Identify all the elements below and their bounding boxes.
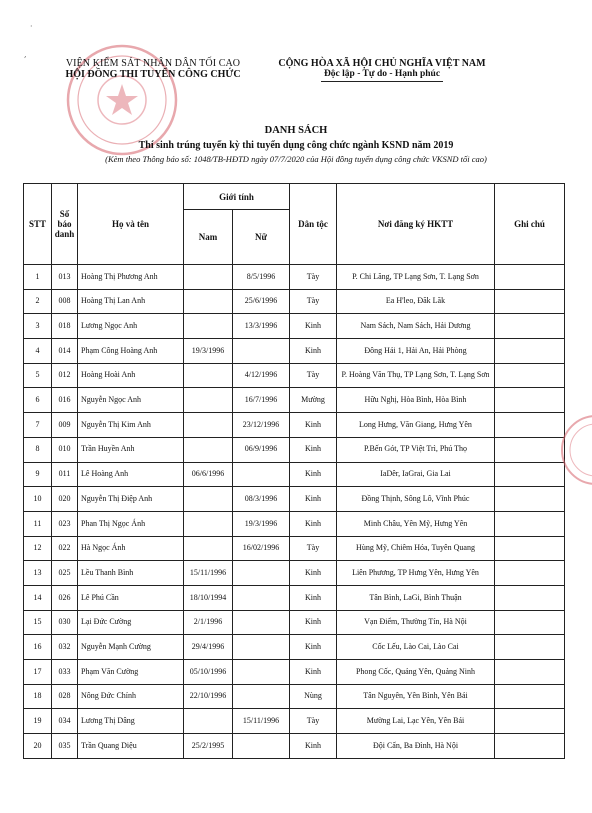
cell-name: Hoàng Thị Phương Anh bbox=[78, 265, 184, 290]
cell-name: Lương Ngọc Anh bbox=[78, 314, 184, 339]
cell-stt: 10 bbox=[24, 487, 52, 512]
cell-dob-male bbox=[184, 536, 233, 561]
table-row bbox=[24, 511, 565, 536]
cell-ethnic: Kinh bbox=[290, 635, 337, 660]
cell-ethnic: Kinh bbox=[290, 339, 337, 364]
cell-address: Minh Châu, Yên Mỹ, Hưng Yên bbox=[337, 511, 495, 536]
doc-subtitle: Thí sinh trúng tuyển kỳ thi tuyển dụng công chức ngành KSND năm 2019 bbox=[138, 140, 454, 151]
cell-sbd: 034 bbox=[52, 709, 78, 734]
cell-name: Phạm Văn Cường bbox=[78, 660, 184, 685]
cell-stt: 3 bbox=[24, 314, 52, 339]
table-row bbox=[24, 289, 565, 314]
col-header-ethnic: Dân tộc bbox=[290, 184, 337, 265]
cell-name: Lê Hoàng Anh bbox=[78, 462, 184, 487]
cell-address: Vạn Điểm, Thường Tín, Hà Nội bbox=[337, 610, 495, 635]
cell-name: Lều Thanh Bình bbox=[78, 561, 184, 586]
cell-stt: 13 bbox=[24, 561, 52, 586]
cell-ethnic: Kinh bbox=[290, 511, 337, 536]
motto: Độc lập - Tự do - Hạnh phúc bbox=[323, 69, 441, 79]
cell-stt: 2 bbox=[24, 289, 52, 314]
cell-dob-female: 23/12/1996 bbox=[233, 413, 290, 438]
cell-note bbox=[495, 339, 565, 364]
official-seal-edge-icon bbox=[556, 410, 592, 490]
cell-name: Nguyễn Thị Điệp Anh bbox=[78, 487, 184, 512]
cell-dob-female bbox=[233, 339, 290, 364]
cell-dob-female bbox=[233, 585, 290, 610]
cell-name: Lại Đức Cường bbox=[78, 610, 184, 635]
cell-dob-female: 08/3/1996 bbox=[233, 487, 290, 512]
cell-dob-female: 16/02/1996 bbox=[233, 536, 290, 561]
cell-address: Nam Sách, Nam Sách, Hải Dương bbox=[337, 314, 495, 339]
cell-note bbox=[495, 610, 565, 635]
cell-name: Nguyễn Ngọc Anh bbox=[78, 388, 184, 413]
cell-note bbox=[495, 487, 565, 512]
cell-ethnic: Mường bbox=[290, 388, 337, 413]
cell-dob-female bbox=[233, 734, 290, 759]
table-row bbox=[24, 561, 565, 586]
cell-dob-female bbox=[233, 610, 290, 635]
cell-dob-female: 4/12/1996 bbox=[233, 363, 290, 388]
cell-stt: 5 bbox=[24, 363, 52, 388]
cell-note bbox=[495, 660, 565, 685]
cell-dob-male: 2/1/1996 bbox=[184, 610, 233, 635]
cell-dob-male: 18/10/1994 bbox=[184, 585, 233, 610]
cell-address: Ea H'leo, Đăk Lăk bbox=[337, 289, 495, 314]
cell-ethnic: Kinh bbox=[290, 437, 337, 462]
cell-address: Liên Phương, TP Hưng Yên, Hưng Yên bbox=[337, 561, 495, 586]
motto-underline bbox=[321, 81, 443, 82]
cell-dob-male bbox=[184, 289, 233, 314]
cell-ethnic: Tày bbox=[290, 363, 337, 388]
table-row bbox=[24, 265, 565, 290]
cell-stt: 7 bbox=[24, 413, 52, 438]
cell-name: Lê Phú Cần bbox=[78, 585, 184, 610]
cell-ethnic: Kinh bbox=[290, 660, 337, 685]
scan-speck: · bbox=[30, 22, 33, 31]
col-header-male: Nam bbox=[184, 210, 233, 265]
cell-address: Đồng Thịnh, Sông Lô, Vĩnh Phúc bbox=[337, 487, 495, 512]
cell-address: Cốc Lếu, Lào Cai, Lào Cai bbox=[337, 635, 495, 660]
table-row bbox=[24, 339, 565, 364]
cell-ethnic: Kinh bbox=[290, 610, 337, 635]
cell-note bbox=[495, 684, 565, 709]
cell-ethnic: Nùng bbox=[290, 684, 337, 709]
table-row bbox=[24, 660, 565, 685]
cell-note bbox=[495, 289, 565, 314]
cell-note bbox=[495, 734, 565, 759]
cell-stt: 19 bbox=[24, 709, 52, 734]
col-header-female: Nữ bbox=[233, 210, 290, 265]
col-header-address: Nơi đăng ký HKTT bbox=[337, 184, 495, 265]
table-row bbox=[24, 314, 565, 339]
cell-dob-female: 13/3/1996 bbox=[233, 314, 290, 339]
cell-stt: 17 bbox=[24, 660, 52, 685]
agency-header bbox=[58, 58, 248, 80]
cell-address: Tân Bình, LaGi, Bình Thuận bbox=[337, 585, 495, 610]
table-row bbox=[24, 437, 565, 462]
table-row bbox=[24, 487, 565, 512]
table-row bbox=[24, 610, 565, 635]
cell-ethnic: Tày bbox=[290, 289, 337, 314]
cell-dob-female: 15/11/1996 bbox=[233, 709, 290, 734]
cell-sbd: 014 bbox=[52, 339, 78, 364]
table-row bbox=[24, 536, 565, 561]
cell-note bbox=[495, 265, 565, 290]
scan-speck: , bbox=[24, 50, 27, 59]
col-header-note: Ghi chú bbox=[495, 184, 565, 265]
cell-name: Hoàng Hoài Anh bbox=[78, 363, 184, 388]
cell-address: P. Hoàng Văn Thụ, TP Lạng Sơn, T. Lạng Sơn bbox=[337, 363, 495, 388]
doc-title: DANH SÁCH bbox=[264, 125, 328, 136]
cell-sbd: 016 bbox=[52, 388, 78, 413]
cell-dob-male bbox=[184, 413, 233, 438]
cell-stt: 1 bbox=[24, 265, 52, 290]
cell-note bbox=[495, 437, 565, 462]
cell-stt: 15 bbox=[24, 610, 52, 635]
cell-address: Phong Cốc, Quảng Yên, Quảng Ninh bbox=[337, 660, 495, 685]
cell-sbd: 018 bbox=[52, 314, 78, 339]
table-row bbox=[24, 363, 565, 388]
cell-address: P. Chi Lăng, TP Lạng Sơn, T. Lạng Sơn bbox=[337, 265, 495, 290]
cell-sbd: 023 bbox=[52, 511, 78, 536]
cell-sbd: 011 bbox=[52, 462, 78, 487]
cell-ethnic: Kinh bbox=[290, 487, 337, 512]
table-row bbox=[24, 388, 565, 413]
cell-ethnic: Tày bbox=[290, 709, 337, 734]
cell-dob-male bbox=[184, 511, 233, 536]
cell-note bbox=[495, 585, 565, 610]
col-header-sbd: Số báo danh bbox=[52, 184, 78, 265]
col-header-gender: Giới tính bbox=[184, 184, 290, 210]
cell-sbd: 032 bbox=[52, 635, 78, 660]
cell-note bbox=[495, 388, 565, 413]
cell-stt: 4 bbox=[24, 339, 52, 364]
cell-stt: 14 bbox=[24, 585, 52, 610]
cell-sbd: 010 bbox=[52, 437, 78, 462]
table-row bbox=[24, 709, 565, 734]
candidate-table bbox=[23, 183, 565, 759]
cell-name: Phan Thị Ngọc Ánh bbox=[78, 511, 184, 536]
cell-address: Hữu Nghị, Hòa Bình, Hòa Bình bbox=[337, 388, 495, 413]
cell-sbd: 028 bbox=[52, 684, 78, 709]
cell-name: Hoàng Thị Lan Anh bbox=[78, 289, 184, 314]
cell-dob-female bbox=[233, 660, 290, 685]
cell-note bbox=[495, 462, 565, 487]
country-name: CỘNG HÒA XÃ HỘI CHỦ NGHĨA VIỆT NAM bbox=[278, 58, 486, 69]
cell-dob-female: 16/7/1996 bbox=[233, 388, 290, 413]
cell-dob-male bbox=[184, 265, 233, 290]
cell-stt: 12 bbox=[24, 536, 52, 561]
cell-stt: 18 bbox=[24, 684, 52, 709]
cell-address: Đội Cấn, Ba Đình, Hà Nội bbox=[337, 734, 495, 759]
cell-name: Hà Ngọc Ánh bbox=[78, 536, 184, 561]
cell-note bbox=[495, 709, 565, 734]
cell-name: Nông Đức Chính bbox=[78, 684, 184, 709]
cell-dob-female: 06/9/1996 bbox=[233, 437, 290, 462]
cell-name: Trần Huyền Anh bbox=[78, 437, 184, 462]
cell-stt: 20 bbox=[24, 734, 52, 759]
cell-dob-female: 19/3/1996 bbox=[233, 511, 290, 536]
cell-ethnic: Kinh bbox=[290, 413, 337, 438]
cell-dob-male: 29/4/1996 bbox=[184, 635, 233, 660]
cell-stt: 16 bbox=[24, 635, 52, 660]
table-row bbox=[24, 585, 565, 610]
cell-sbd: 008 bbox=[52, 289, 78, 314]
national-motto bbox=[262, 58, 502, 82]
cell-name: Nguyễn Mạnh Cường bbox=[78, 635, 184, 660]
cell-dob-female bbox=[233, 635, 290, 660]
cell-sbd: 026 bbox=[52, 585, 78, 610]
cell-note bbox=[495, 314, 565, 339]
cell-dob-male bbox=[184, 314, 233, 339]
cell-address: Tân Nguyên, Yên Bình, Yên Bái bbox=[337, 684, 495, 709]
cell-sbd: 012 bbox=[52, 363, 78, 388]
cell-dob-male: 06/6/1996 bbox=[184, 462, 233, 487]
cell-address: IaDêr, IaGrai, Gia Lai bbox=[337, 462, 495, 487]
col-header-name: Họ và tên bbox=[78, 184, 184, 265]
cell-ethnic: Kinh bbox=[290, 585, 337, 610]
cell-name: Nguyễn Thị Kim Anh bbox=[78, 413, 184, 438]
agency-name: VIỆN KIỂM SÁT NHÂN DÂN TỐI CAO bbox=[65, 58, 241, 69]
table-row bbox=[24, 684, 565, 709]
cell-dob-male bbox=[184, 363, 233, 388]
cell-name: Phạm Công Hoàng Anh bbox=[78, 339, 184, 364]
cell-stt: 6 bbox=[24, 388, 52, 413]
cell-address: Đông Hải 1, Hải An, Hải Phòng bbox=[337, 339, 495, 364]
cell-note bbox=[495, 511, 565, 536]
cell-sbd: 030 bbox=[52, 610, 78, 635]
cell-stt: 11 bbox=[24, 511, 52, 536]
col-header-stt: STT bbox=[24, 184, 52, 265]
cell-dob-male: 05/10/1996 bbox=[184, 660, 233, 685]
cell-sbd: 009 bbox=[52, 413, 78, 438]
cell-address: Mường Lai, Lạc Yên, Yên Bái bbox=[337, 709, 495, 734]
cell-stt: 9 bbox=[24, 462, 52, 487]
table-row bbox=[24, 734, 565, 759]
cell-stt: 8 bbox=[24, 437, 52, 462]
cell-dob-male: 19/3/1996 bbox=[184, 339, 233, 364]
cell-name: Lương Thị Dâng bbox=[78, 709, 184, 734]
cell-dob-male bbox=[184, 487, 233, 512]
cell-ethnic: Kinh bbox=[290, 734, 337, 759]
cell-dob-female bbox=[233, 561, 290, 586]
table-row bbox=[24, 635, 565, 660]
cell-dob-male: 15/11/1996 bbox=[184, 561, 233, 586]
cell-ethnic: Tày bbox=[290, 536, 337, 561]
cell-address: P.Bến Gót, TP Việt Trì, Phú Thọ bbox=[337, 437, 495, 462]
cell-address: Long Hưng, Văn Giang, Hưng Yên bbox=[337, 413, 495, 438]
cell-note bbox=[495, 536, 565, 561]
cell-sbd: 033 bbox=[52, 660, 78, 685]
cell-ethnic: Kinh bbox=[290, 561, 337, 586]
cell-ethnic: Tày bbox=[290, 265, 337, 290]
cell-note bbox=[495, 413, 565, 438]
table-row bbox=[24, 462, 565, 487]
cell-ethnic: Kinh bbox=[290, 462, 337, 487]
cell-note bbox=[495, 561, 565, 586]
cell-note bbox=[495, 635, 565, 660]
cell-name: Trần Quang Diệu bbox=[78, 734, 184, 759]
cell-dob-female bbox=[233, 462, 290, 487]
cell-dob-female: 8/5/1996 bbox=[233, 265, 290, 290]
cell-sbd: 013 bbox=[52, 265, 78, 290]
cell-ethnic: Kinh bbox=[290, 314, 337, 339]
cell-dob-male bbox=[184, 437, 233, 462]
table-row bbox=[24, 413, 565, 438]
council-name: HỘI ĐỒNG THI TUYỂN CÔNG CHỨC bbox=[65, 69, 241, 80]
cell-dob-male bbox=[184, 709, 233, 734]
cell-note bbox=[495, 363, 565, 388]
cell-address: Hùng Mỹ, Chiêm Hóa, Tuyên Quang bbox=[337, 536, 495, 561]
cell-sbd: 035 bbox=[52, 734, 78, 759]
cell-sbd: 025 bbox=[52, 561, 78, 586]
cell-sbd: 020 bbox=[52, 487, 78, 512]
cell-dob-male bbox=[184, 388, 233, 413]
cell-dob-male: 22/10/1996 bbox=[184, 684, 233, 709]
cell-dob-female bbox=[233, 684, 290, 709]
cell-dob-male: 25/2/1995 bbox=[184, 734, 233, 759]
doc-reference: (Kèm theo Thông báo số: 1048/TB-HĐTD ngày 07/7/2020 của Hội đồng tuyển dụng công chức VKSND tối cao) bbox=[105, 154, 487, 164]
cell-sbd: 022 bbox=[52, 536, 78, 561]
cell-dob-female: 25/6/1996 bbox=[233, 289, 290, 314]
